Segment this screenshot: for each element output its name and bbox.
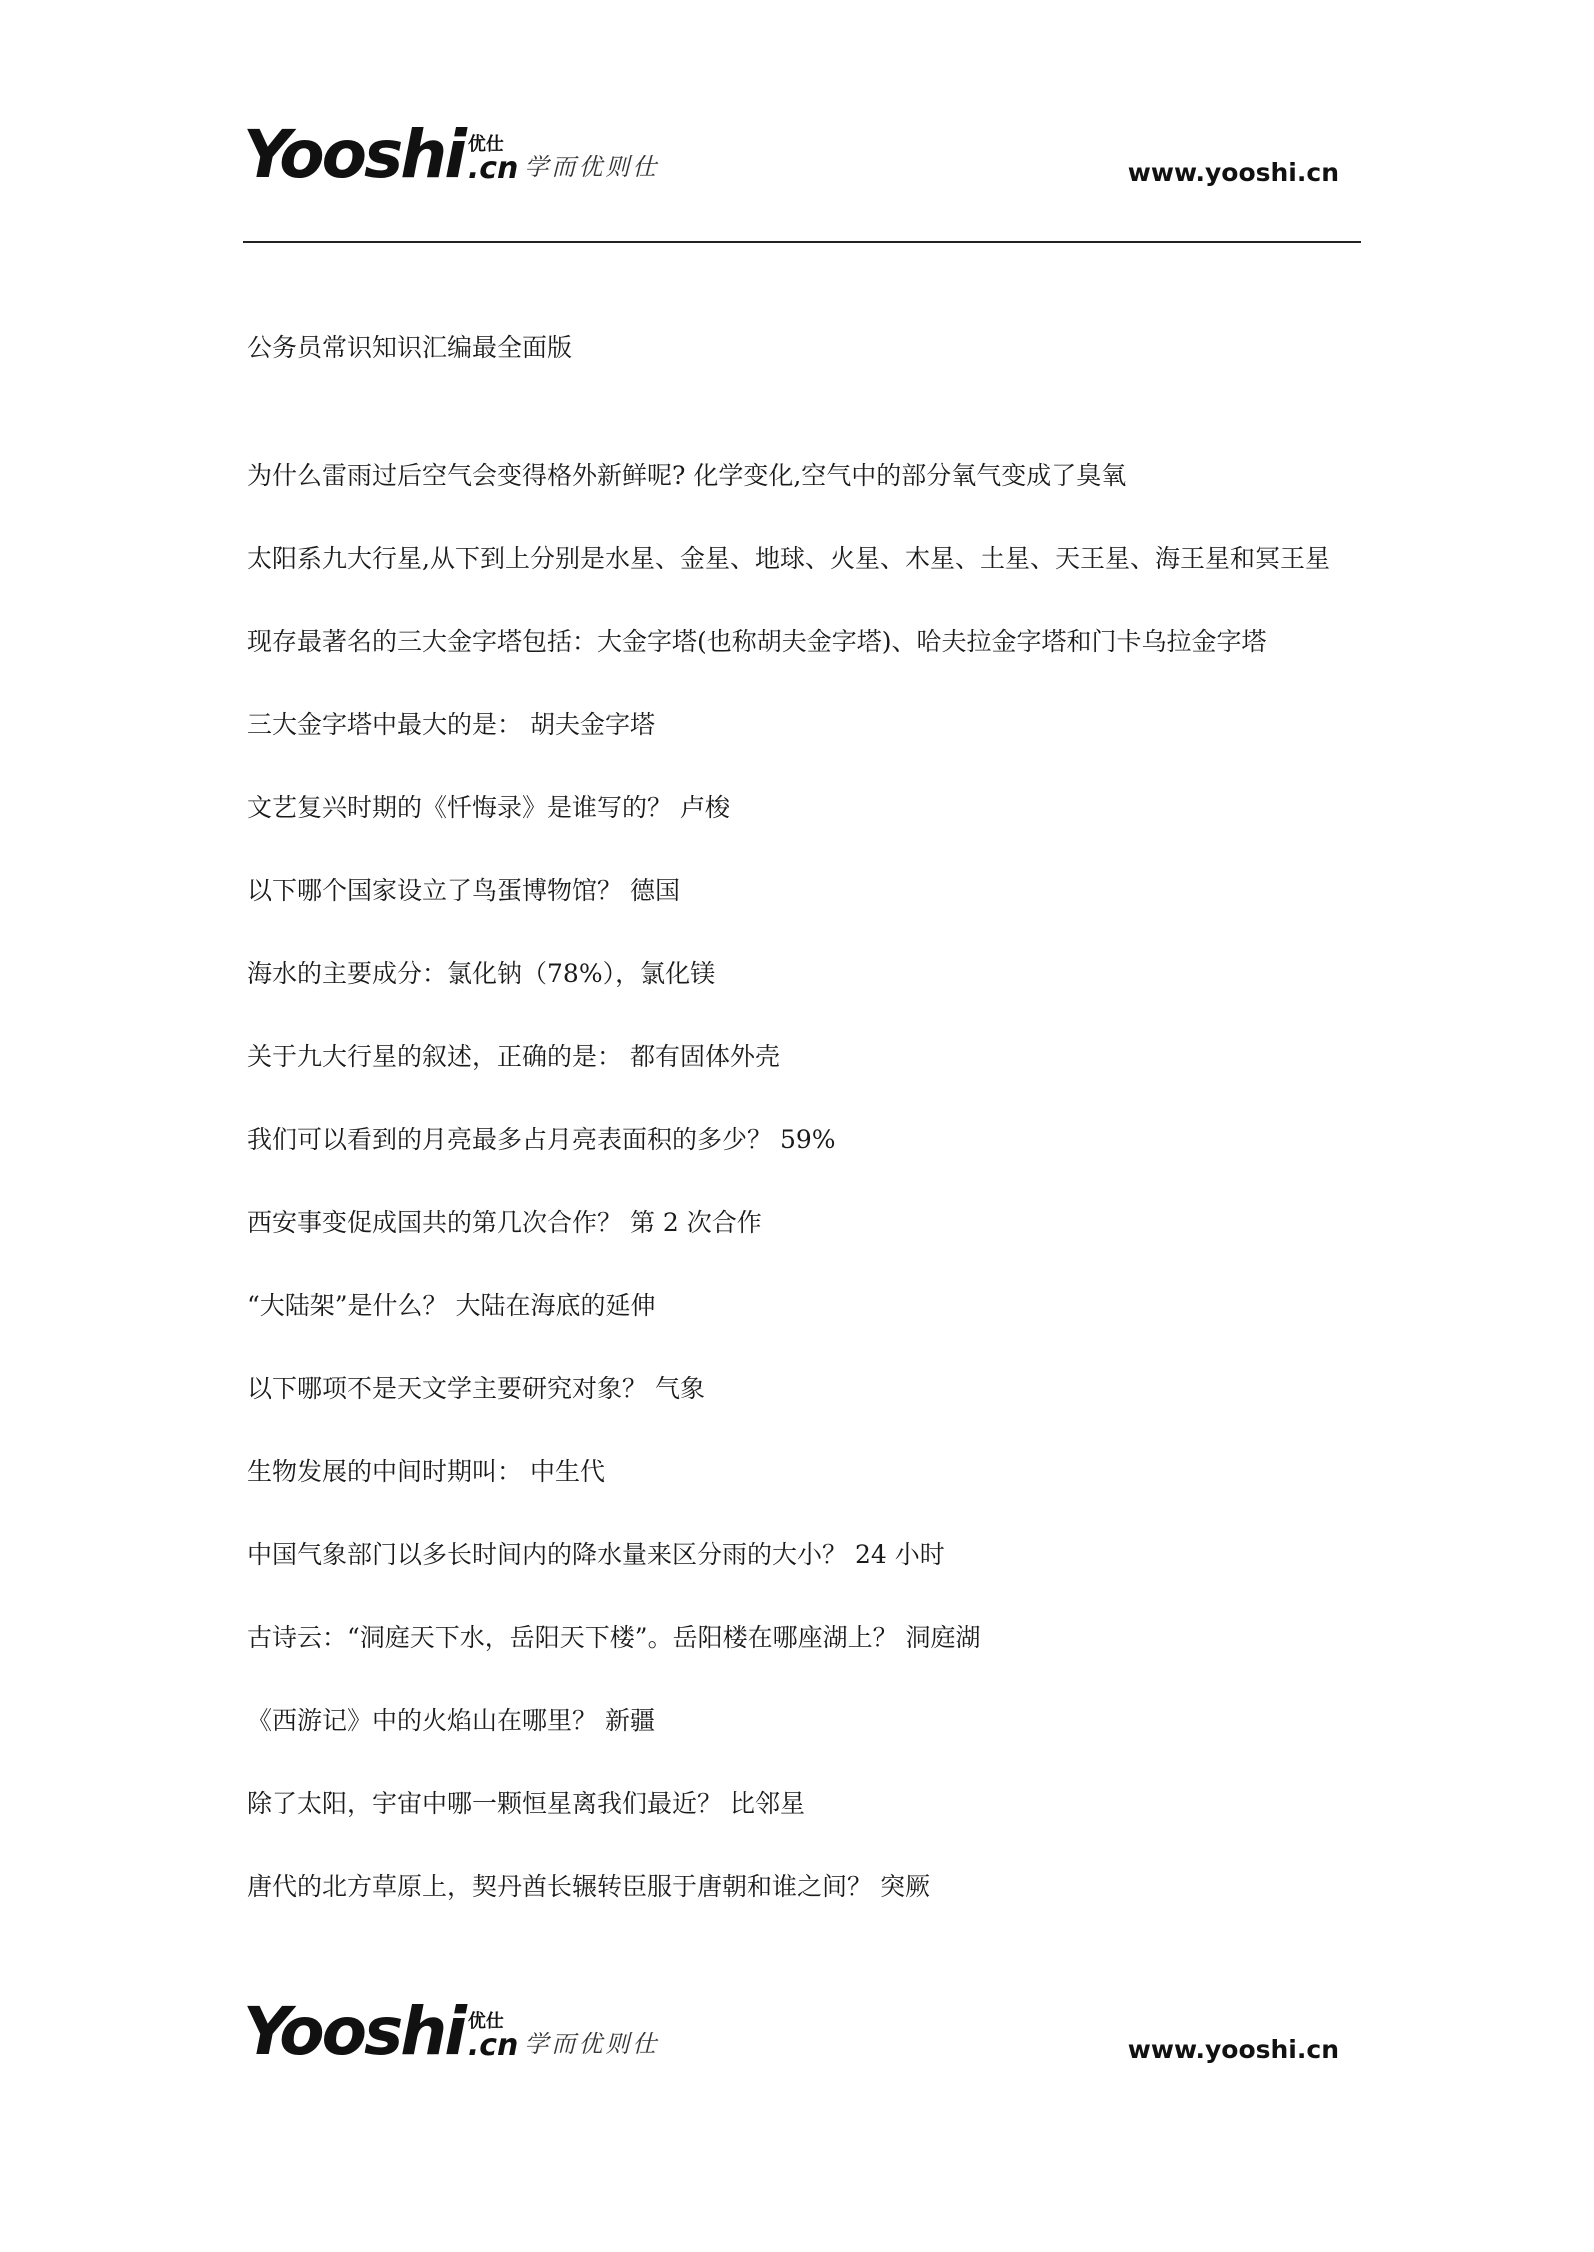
qa-item: 我们可以看到的月亮最多占月亮表面积的多少？ 59% <box>247 1125 836 1154</box>
qa-item: 除了太阳，宇宙中哪一颗恒星离我们最近？ 比邻星 <box>247 1789 805 1818</box>
logo-cn-block <box>468 2013 519 2061</box>
logo-cn-text: 优仕 <box>467 2011 504 2032</box>
qa-item: 以下哪个国家设立了鸟蛋博物馆？ 德国 <box>247 876 680 905</box>
footer-logo <box>243 1985 660 2070</box>
logo-wordmark: Yooshi <box>243 116 464 193</box>
qa-item: 海水的主要成分：氯化钠（78%），氯化镁 <box>247 959 716 988</box>
qa-item: 以下哪项不是天文学主要研究对象？ 气象 <box>247 1374 705 1403</box>
qa-list <box>247 455 1362 1949</box>
qa-item: 唐代的北方草原上，契丹酋长辗转臣服于唐朝和谁之间？ 突厥 <box>247 1872 930 1901</box>
qa-item: 古诗云：“洞庭天下水，岳阳天下楼”。岳阳楼在哪座湖上？ 洞庭湖 <box>247 1623 981 1652</box>
document-title: 公务员常识知识汇编最全面版 <box>247 333 573 362</box>
logo-slogan: 学而优则仕 <box>524 153 660 181</box>
qa-item: “大陆架”是什么？ 大陆在海底的延伸 <box>247 1291 656 1320</box>
qa-item: 三大金字塔中最大的是： 胡夫金字塔 <box>247 710 655 739</box>
qa-item: 文艺复兴时期的《忏悔录》是谁写的？ 卢梭 <box>247 793 730 822</box>
logo-cn-block <box>468 136 519 184</box>
qa-item: 关于九大行星的叙述，正确的是： 都有固体外壳 <box>247 1042 780 1071</box>
qa-item: 太阳系九大行星,从下到上分别是水星、金星、地球、火星、木星、土星、天王星、海王星和冥王星 <box>247 544 1330 573</box>
logo-wordmark: Yooshi <box>243 1993 464 2070</box>
qa-item: 为什么雷雨过后空气会变得格外新鲜呢? 化学变化,空气中的部分氧气变成了臭氧 <box>247 461 1127 490</box>
logo-slogan: 学而优则仕 <box>524 2030 660 2058</box>
logo-domain: .cn <box>467 2028 519 2063</box>
header-site-url: www.yooshi.cn <box>1127 158 1339 187</box>
footer-site-url: www.yooshi.cn <box>1127 2035 1339 2064</box>
header-logo <box>243 108 660 193</box>
header-divider <box>243 241 1361 243</box>
qa-item: 《西游记》中的火焰山在哪里？ 新疆 <box>247 1706 655 1735</box>
qa-item: 中国气象部门以多长时间内的降水量来区分雨的大小？ 24 小时 <box>247 1540 945 1569</box>
qa-item: 生物发展的中间时期叫： 中生代 <box>247 1457 605 1486</box>
qa-item: 西安事变促成国共的第几次合作？ 第 2 次合作 <box>247 1208 762 1237</box>
qa-item: 现存最著名的三大金字塔包括：大金字塔(也称胡夫金字塔)、哈夫拉金字塔和门卡乌拉金字塔 <box>247 627 1267 656</box>
logo-cn-text: 优仕 <box>467 134 504 155</box>
logo-domain: .cn <box>467 151 519 186</box>
